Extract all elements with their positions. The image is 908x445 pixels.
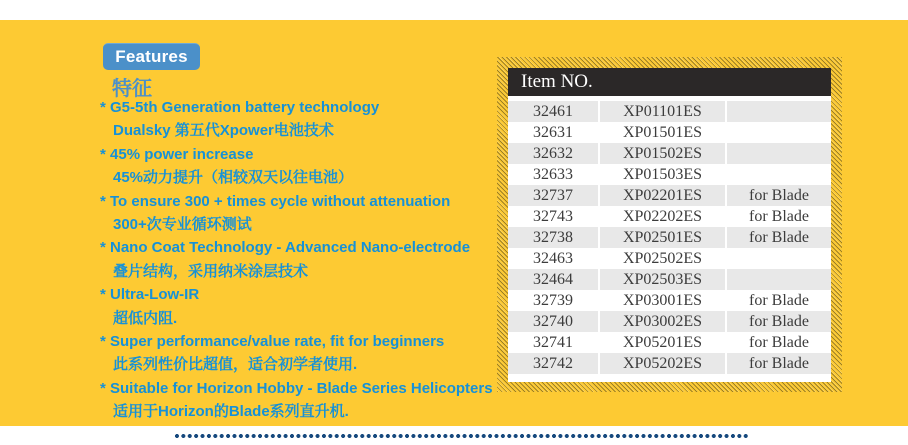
cell-note: for Blade <box>727 311 831 332</box>
table-row <box>508 101 831 122</box>
cell-model: XP02501ES <box>600 227 725 248</box>
cell-model: XP02201ES <box>600 185 725 206</box>
table-row <box>508 164 831 185</box>
feature-item-en: * Super performance/value rate, fit for beginners <box>100 333 445 351</box>
item-table <box>508 68 831 382</box>
cell-model: XP01502ES <box>600 143 725 164</box>
cell-model: XP01101ES <box>600 101 725 122</box>
cell-item-no: 32741 <box>508 332 598 353</box>
cell-item-no: 32463 <box>508 248 598 269</box>
cell-model: XP03002ES <box>600 311 725 332</box>
cell-item-no: 32631 <box>508 122 598 143</box>
cell-model: XP01503ES <box>600 164 725 185</box>
features-subtitle: 特征 <box>112 78 152 100</box>
feature-item-en: * Suitable for Horizon Hobby - Blade Series Helicopters <box>100 379 493 397</box>
cell-note <box>727 248 831 269</box>
table-row <box>508 269 831 290</box>
cell-item-no: 32738 <box>508 227 598 248</box>
dotted-divider <box>174 433 749 439</box>
table-row <box>508 290 831 311</box>
cell-note <box>727 164 831 185</box>
cell-note: for Blade <box>727 206 831 227</box>
cell-model: XP05202ES <box>600 353 725 374</box>
cell-note: for Blade <box>727 290 831 311</box>
cell-item-no: 32461 <box>508 101 598 122</box>
table-row <box>508 143 831 164</box>
table-row <box>508 353 831 374</box>
table-row <box>508 248 831 269</box>
cell-note: for Blade <box>727 353 831 374</box>
feature-item-en: * 45% power increase <box>100 145 254 163</box>
cell-note <box>727 122 831 143</box>
cell-item-no: 32737 <box>508 185 598 206</box>
table-row <box>508 311 831 332</box>
table-row <box>508 185 831 206</box>
cell-note <box>727 101 831 122</box>
feature-item-en: * G5-5th Generation battery technology <box>100 99 380 116</box>
feature-item-zh: 45%动力提升（相较双天以往电池） <box>113 169 354 187</box>
item-table-frame <box>497 57 842 392</box>
feature-item-en: * Nano Coat Technology - Advanced Nano-electrode <box>100 239 471 257</box>
feature-item-zh: 300+次专业循环测试 <box>113 216 252 234</box>
table-row <box>508 227 831 248</box>
table-row <box>508 122 831 143</box>
features-button[interactable]: Features <box>103 43 200 70</box>
feature-item-zh: Dualsky 第五代Xpower电池技术 <box>113 122 334 140</box>
cell-item-no: 32633 <box>508 164 598 185</box>
cell-note <box>727 269 831 290</box>
cell-note: for Blade <box>727 227 831 248</box>
cell-item-no: 32742 <box>508 353 598 374</box>
feature-item-zh: 叠片结构，采用纳米涂层技术 <box>113 262 309 280</box>
cell-note: for Blade <box>727 185 831 206</box>
feature-item-en: * To ensure 300 + times cycle without attenuation <box>100 192 451 210</box>
cell-model: XP03001ES <box>600 290 725 311</box>
cell-item-no: 32464 <box>508 269 598 290</box>
feature-list <box>100 96 520 424</box>
table-row <box>508 332 831 353</box>
table-row <box>508 206 831 227</box>
cell-model: XP02503ES <box>600 269 725 290</box>
feature-item-zh: 适用于Horizon的Blade系列直升机. <box>113 403 349 421</box>
feature-item-en: * Ultra-Low-IR <box>100 286 200 304</box>
item-table-header: Item NO. <box>508 68 831 96</box>
cell-model: XP02502ES <box>600 248 725 269</box>
cell-note: for Blade <box>727 332 831 353</box>
cell-note <box>727 143 831 164</box>
cell-model: XP01501ES <box>600 122 725 143</box>
feature-item-zh: 此系列性价比超值，适合初学者使用. <box>113 356 358 374</box>
feature-item-zh: 超低内阻. <box>113 309 178 327</box>
cell-item-no: 32632 <box>508 143 598 164</box>
cell-item-no: 32740 <box>508 311 598 332</box>
cell-item-no: 32739 <box>508 290 598 311</box>
cell-model: XP02202ES <box>600 206 725 227</box>
cell-model: XP05201ES <box>600 332 725 353</box>
cell-item-no: 32743 <box>508 206 598 227</box>
